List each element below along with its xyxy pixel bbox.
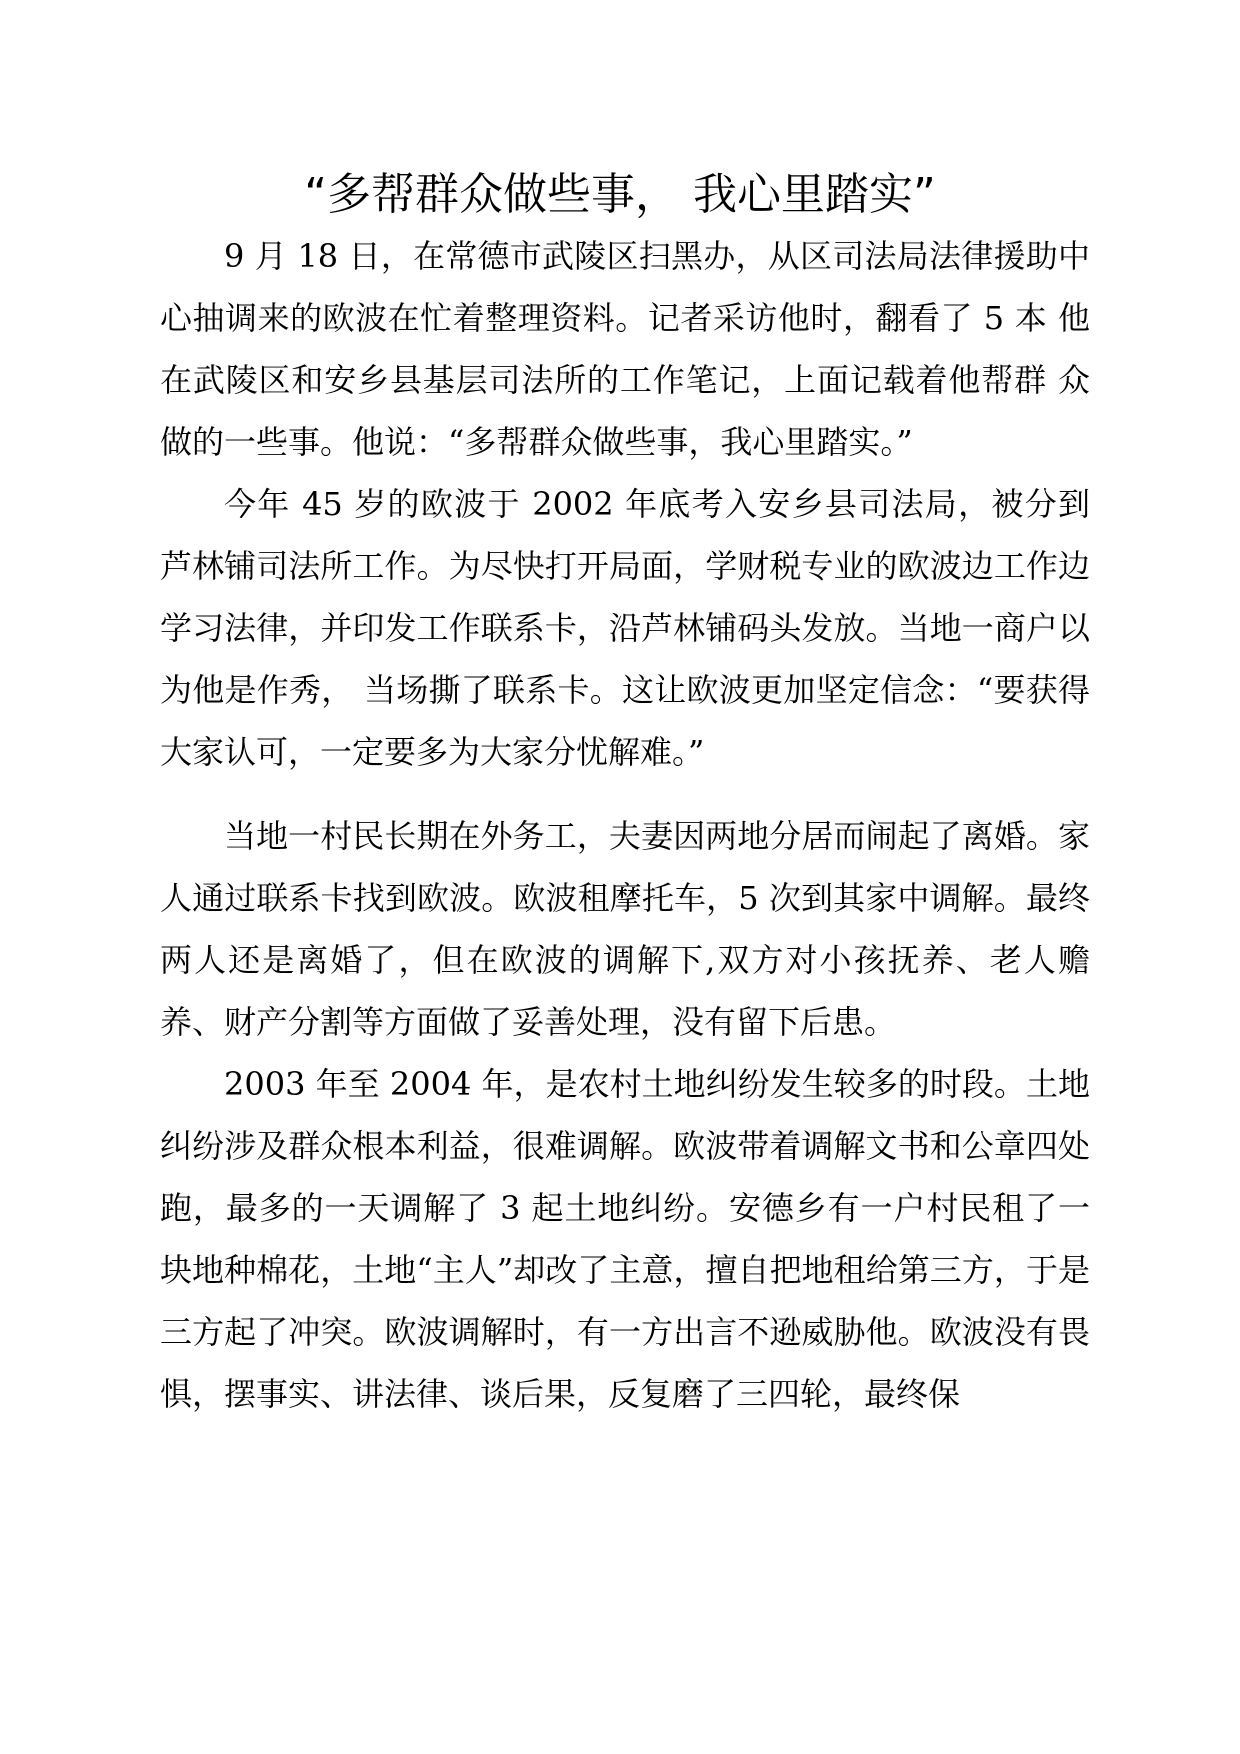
article-body: [160, 225, 1090, 1425]
paragraph-2: 今年 45 岁的欧波于 2002 年底考入安乡县司法局，被分到芦林铺司法所工作。为尽快打开局面，学财税专业的欧波边工作边学习法律，并印发工作联系卡，沿芦林铺码头发放。当地一商户以为他是作秀， 当场撕了联系卡。这让欧波更加坚定信念：“要获得大家认可，一定要多为大家分忧解难。”: [160, 485, 1090, 771]
paragraph-1: 9 月 18 日，在常德市武陵区扫黑办，从区司法局法律援助中心抽调来的欧波在忙着整理资料。记者采访他时，翻看了 5 本 他在武陵区和安乡县基层司法所的工作笔记，上面记载着他帮群 众做的一些事。他说：“多帮群众做些事，我心里踏实。”: [160, 237, 1090, 461]
paragraph-3: 当地一村民长期在外务工，夫妻因两地分居而闹起了离婚。家人通过联系卡找到欧波。欧波租摩托车，5 次到其家中调解。最终两人还是离婚了，但在欧波的调解下,双方对小孩抚养、老人赡养、财产分割等方面做了妥善处理，没有留下后患。: [160, 817, 1090, 1041]
article-title: “多帮群众做些事， 我心里踏实”: [304, 169, 936, 220]
paragraph-4: 2003 年至 2004 年，是农村土地纠纷发生较多的时段。土地纠纷涉及群众根本利益，很难调解。欧波带着调解文书和公章四处跑，最多的一天调解了 3 起土地纠纷。安德乡有一户村民租了一块地种棉花，土地“主人”却改了主意，擅自把地租给第三方，于是三方起了冲突。欧波调解时，有一方出言不逊威胁他。欧波没有畏惧，摆事实、讲法律、谈后果，反复磨了三四轮，最终保: [160, 1065, 1090, 1413]
